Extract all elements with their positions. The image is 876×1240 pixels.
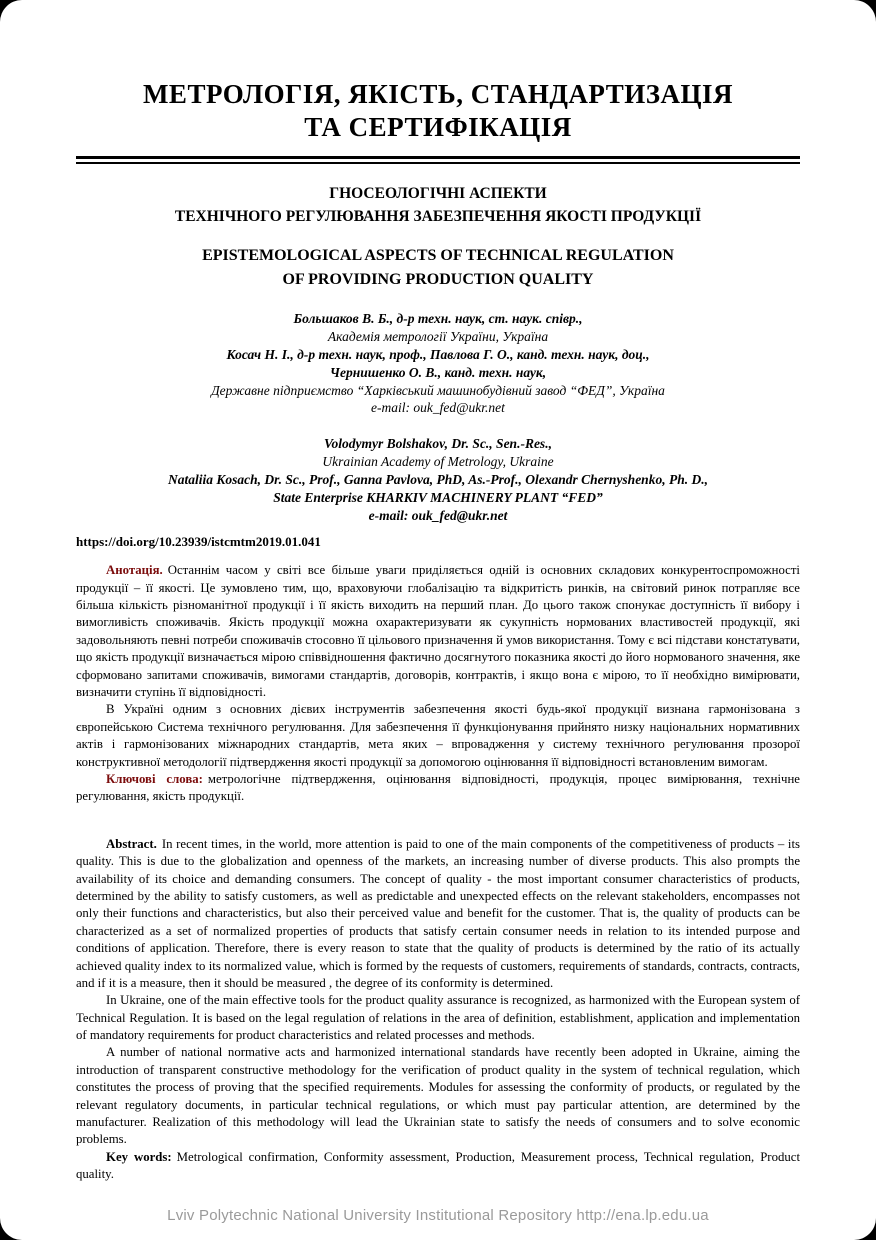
annotation-label: Анотація. [106,563,163,578]
annotation-keywords-label: Ключові слова: [106,772,203,786]
author-name-uk-2: Косач Н. І., д-р техн. наук, проф., Павлова Г. О., канд. техн. наук, доц., [226,347,650,362]
journal-section-heading [76,78,800,144]
abstract-label: Abstract. [106,836,157,851]
article-title-english [76,244,800,292]
title-en-line-1: EPISTEMOLOGICAL ASPECTS OF TECHNICAL REGULATION [202,247,674,265]
abstract-paragraph-2: In Ukraine, one of the main effective tools for the product quality assurance is recognized, as harmonized with the European system of Technical Regulation. It is based on the legal regulation of relations in the area of definition, establishment, application and implementation of mandatory requirements for product characteristics and related processes and methods. [76,993,800,1043]
author-name-en-1: Volodymyr Bolshakov, Dr. Sc., Sen.-Res., [324,436,552,452]
author-name-uk-1: Большаков В. Б., д-р техн. наук, ст. наук. співр., [293,311,583,327]
annotation-paragraph-2: В Україні одним з основних дієвих інструментів забезпечення якості будь-якої продукції визнана гармонізована з європейською Система технічного регулювання. Для забезпечення її функціонування прийнято низку національних нормативних актів і гармонізованих міжнародних стандартів, мета яких – впровадження у систему технічного регулювання прозорої конструктивної методології підтвердження якості продукції за допомогою оцінювання її відповідності встановленим вимогам. [76,702,800,769]
section-heading-line-2: ТА СЕРТИФІКАЦІЯ [304,111,572,142]
annotation-section [76,562,800,805]
abstract-text-1: In recent times, in the world, more attention is paid to one of the main components of the competitiveness of products – its quality. This is due to the globalization and openness of the markets, an increasing number of diverse products. This also prompts the availability of its choice and demanding consumers. The concept of quality - the most important consumer characteristics of products, determined by the ability to satisfy customers, as well as predictable and unexpected effects on the relevant stakeholders, encompasses not only their functions and characteristics, but also their perceived value and benefit for the customer. That is, the quality of products can be characterized as a set of normalized properties of products that satisfy certain consumer needs in relation to its intended purpose and conditions of application. Therefore, there is every reason to state that the quality of products is determined by the ratio of its actually achieved quality index to its normalized value, which is formed by the requests of customers, requirements of standards, contracts, contracts, and if it is a measure, then it should be measured , the degree of its conformity is determined. [76,836,800,990]
author-name-en-2: Nataliia Kosach, Dr. Sc., Prof., Ganna Pavlova, PhD, As.-Prof., Olexandr Chernyshenko, Ph. D., [168,471,708,487]
annotation-paragraph-1 [76,562,800,701]
abstract-keywords-paragraph [76,1149,800,1184]
annotation-keywords-paragraph [76,771,800,806]
abstract-paragraph-1 [76,836,800,993]
section-heading-line-1: МЕТРОЛОГІЯ, ЯКІСТЬ, СТАНДАРТИЗАЦІЯ [142,79,734,109]
authors-block-english [76,435,800,524]
author-affiliation-en-1: Ukrainian Academy of Metrology, Ukraine [322,454,554,470]
abstract-keywords-label: Key words: [106,1149,172,1164]
title-en-line-2: OF PROVIDING PRODUCTION QUALITY [282,271,594,289]
title-uk-line-1: ГНОСЕОЛОГІЧНІ АСПЕКТИ [329,184,547,202]
annotation-keywords-text: метрологічне підтвердження, оцінювання відповідності, продукція, процес вимірювання, технічне регулювання, якість продукції. [76,772,800,804]
repository-footer: Lviv Polytechnic National University Institutional Repository http://ena.lp.edu.ua [167,1207,709,1224]
double-rule-divider [76,156,800,164]
author-email-uk: e-mail: ouk_fed@ukr.net [371,400,505,416]
authors-block-ukrainian [76,310,800,417]
author-affiliation-uk-2: Державне підприємство “Харківський машинобудівний завод “ФЕД”, Україна [211,382,665,398]
annotation-text-1: Останнім часом у світі все більше уваги приділяється одній із основних складових конкурентоспроможності продукції – її якості. Це зумовлено тим, що, враховуючи глобалізацію та відкритість ринків, на світовий ринок потрапляє все більша кількість різноманітної продукції і її якість виходить на перший план. До цього також спонукає доступність її вибору і вимогливість споживачів. Якість продукції можна охарактеризувати як сукупність нормованих властивостей продукції, які задовольняють певні потреби споживачів стосовно її цільового призначення й умов використання. Тому є всі підстави констатувати, що якість продукції визначається мірою співвідношення фактично досягнутого показника якості до його нормованого значення, яке сформовано запитами споживачів, вимогами стандартів, договорів, контрактів, і якщо вона є мірою, то її необхідно вимірювати, визначити ступінь її відповідності. [76,563,800,700]
abstract-paragraph-3: A number of national normative acts and harmonized international standards have recently been adopted in Ukraine, aiming the introduction of transparent constructive methodology for the verification of product quality in the system of technical regulation, which constitutes the process of proving that the specified requirements. Modules for assessing the conformity of products, or regulated by the relevant regulatory documents, in particular technical regulations, or which must pay particular attention, are determined by the manufacturer. Realization of this methodology will lead the Ukrainian state to satisfy the needs of consumers and to solve economic problems. [76,1045,800,1147]
article-title-ukrainian [76,182,800,229]
author-email-en: e-mail: ouk_fed@ukr.net [368,507,508,523]
title-uk-line-2: ТЕХНІЧНОГО РЕГУЛЮВАННЯ ЗАБЕЗПЕЧЕННЯ ЯКОСТІ ПРОДУКЦІЇ [174,208,702,226]
author-name-uk-3: Чернишенко О. В., канд. техн. наук, [329,364,547,380]
author-affiliation-uk-1: Академія метрології України, Україна [327,329,549,345]
author-affiliation-en-2: State Enterprise KHARKIV MACHINERY PLANT “FED” [273,489,603,505]
abstract-section [76,836,800,1184]
doi-link: https://doi.org/10.23939/istcmtm2019.01.041 [76,534,321,550]
abstract-keywords-text: Metrological confirmation, Conformity assessment, Production, Measurement process, Technical regulation, Product quality. [76,1149,800,1182]
